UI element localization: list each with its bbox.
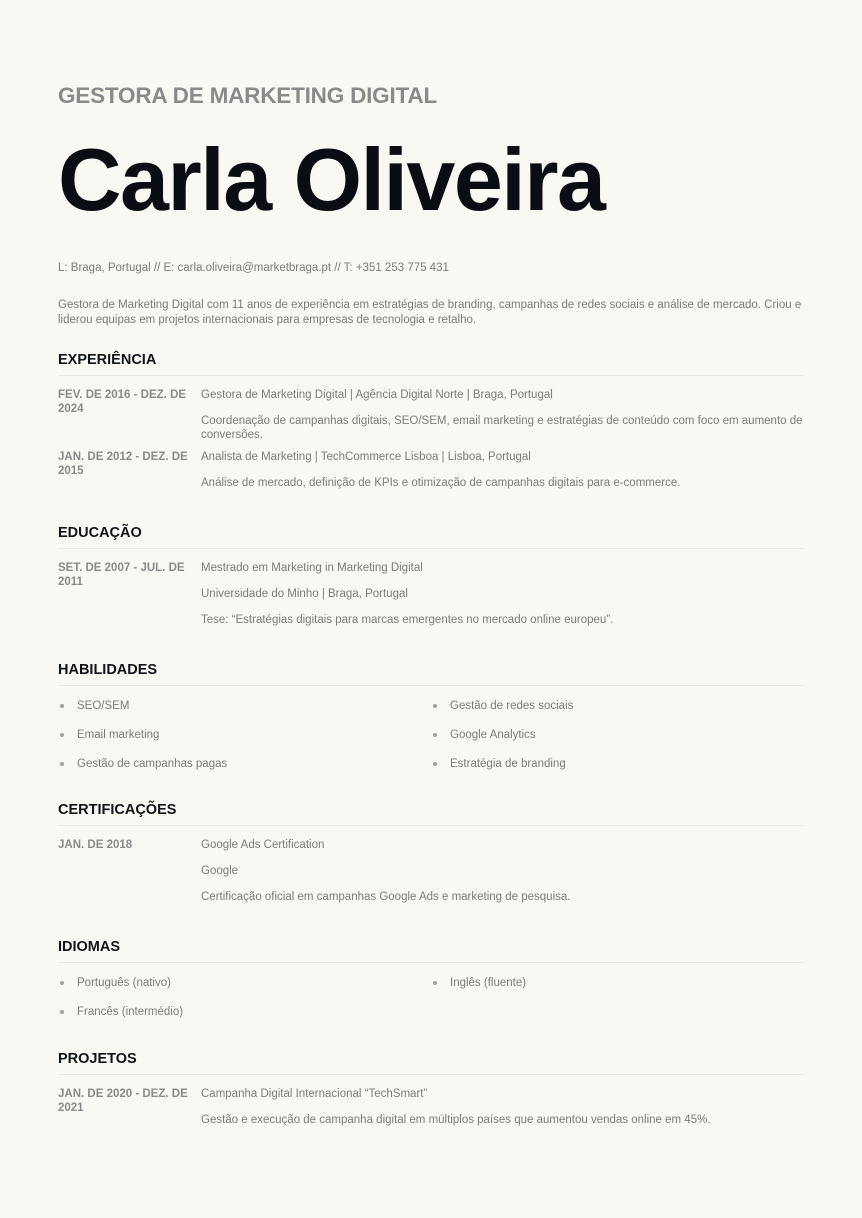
- skill-item: Estratégia de branding: [431, 757, 804, 771]
- project-description: Gestão e execução de campanha digital em múltiplos países que aumentou vendas online em 45%.: [201, 1114, 711, 1126]
- entry-date: FEV. DE 2016 - DEZ. DE 2024: [58, 389, 187, 415]
- contact-line: L: Braga, Portugal // E: carla.oliveira@marketbraga.pt // T: +351 253 775 431: [58, 262, 449, 274]
- projects-section: [58, 1050, 804, 1127]
- project-name: Campanha Digital Internacional “TechSmart”: [201, 1088, 428, 1100]
- entry-date: JAN. DE 2012 - DEZ. DE 2015: [58, 451, 188, 477]
- languages-section: [58, 938, 804, 1019]
- candidate-name: Carla Oliveira: [58, 130, 605, 229]
- certification-description: Certificação oficial em campanhas Google Ads e marketing de pesquisa.: [201, 891, 571, 903]
- entry-date: JAN. DE 2020 - DEZ. DE 2021: [58, 1088, 188, 1114]
- entry-position: Gestora de Marketing Digital | Agência Digital Norte | Braga, Portugal: [201, 389, 553, 401]
- entry-date: JAN. DE 2018: [58, 839, 133, 851]
- experience-entry: [58, 450, 804, 490]
- education-entry: [58, 561, 804, 627]
- entry-description: Análise de mercado, definição de KPIs e otimização de campanhas digitais para e-commerce.: [201, 477, 681, 489]
- section-title: HABILIDADES: [58, 661, 804, 686]
- section-title: EDUCAÇÃO: [58, 524, 804, 549]
- experience-entry: [58, 388, 804, 442]
- skill-item: Google Analytics: [431, 728, 804, 742]
- experience-section: [58, 351, 804, 490]
- certification-name: Google Ads Certification: [201, 839, 325, 851]
- job-title: GESTORA DE MARKETING DIGITAL: [58, 83, 437, 108]
- entry-degree: Mestrado em Marketing in Marketing Digital: [201, 562, 423, 574]
- profile-summary: Gestora de Marketing Digital com 11 anos de experiência em estratégias de branding, campanhas de redes sociais e análise de mercado. Criou e liderou equipas em projetos internacionais para empresas de tecnologia e retalho.: [58, 299, 802, 326]
- language-item: Português (nativo): [58, 976, 431, 990]
- section-title: EXPERIÊNCIA: [58, 351, 804, 376]
- language-item: Inglês (fluente): [431, 976, 804, 990]
- skills-section: [58, 661, 804, 771]
- skill-item: Gestão de campanhas pagas: [58, 757, 431, 771]
- entry-thesis: Tese: “Estratégias digitais para marcas emergentes no mercado online europeu”.: [201, 614, 614, 626]
- certifications-section: [58, 801, 804, 904]
- entry-school: Universidade do Minho | Braga, Portugal: [201, 588, 408, 600]
- education-section: [58, 524, 804, 627]
- skill-item: Gestão de redes sociais: [431, 699, 804, 713]
- project-entry: [58, 1087, 804, 1127]
- skill-item: SEO/SEM: [58, 699, 431, 713]
- section-title: PROJETOS: [58, 1050, 804, 1075]
- section-title: IDIOMAS: [58, 938, 804, 963]
- certification-entry: [58, 838, 804, 904]
- skills-list: [58, 699, 804, 771]
- entry-description: Coordenação de campanhas digitais, SEO/SEM, email marketing e estratégias de conteúdo com foco em aumento de conversões.: [201, 415, 803, 441]
- certification-issuer: Google: [201, 865, 239, 877]
- entry-position: Analista de Marketing | TechCommerce Lisboa | Lisboa, Portugal: [201, 451, 531, 463]
- language-item: Francês (intermédio): [58, 1005, 431, 1019]
- skill-item: Email marketing: [58, 728, 431, 742]
- entry-date: SET. DE 2007 - JUL. DE 2011: [58, 562, 185, 588]
- section-title: CERTIFICAÇÕES: [58, 801, 804, 826]
- languages-list: [58, 976, 804, 1019]
